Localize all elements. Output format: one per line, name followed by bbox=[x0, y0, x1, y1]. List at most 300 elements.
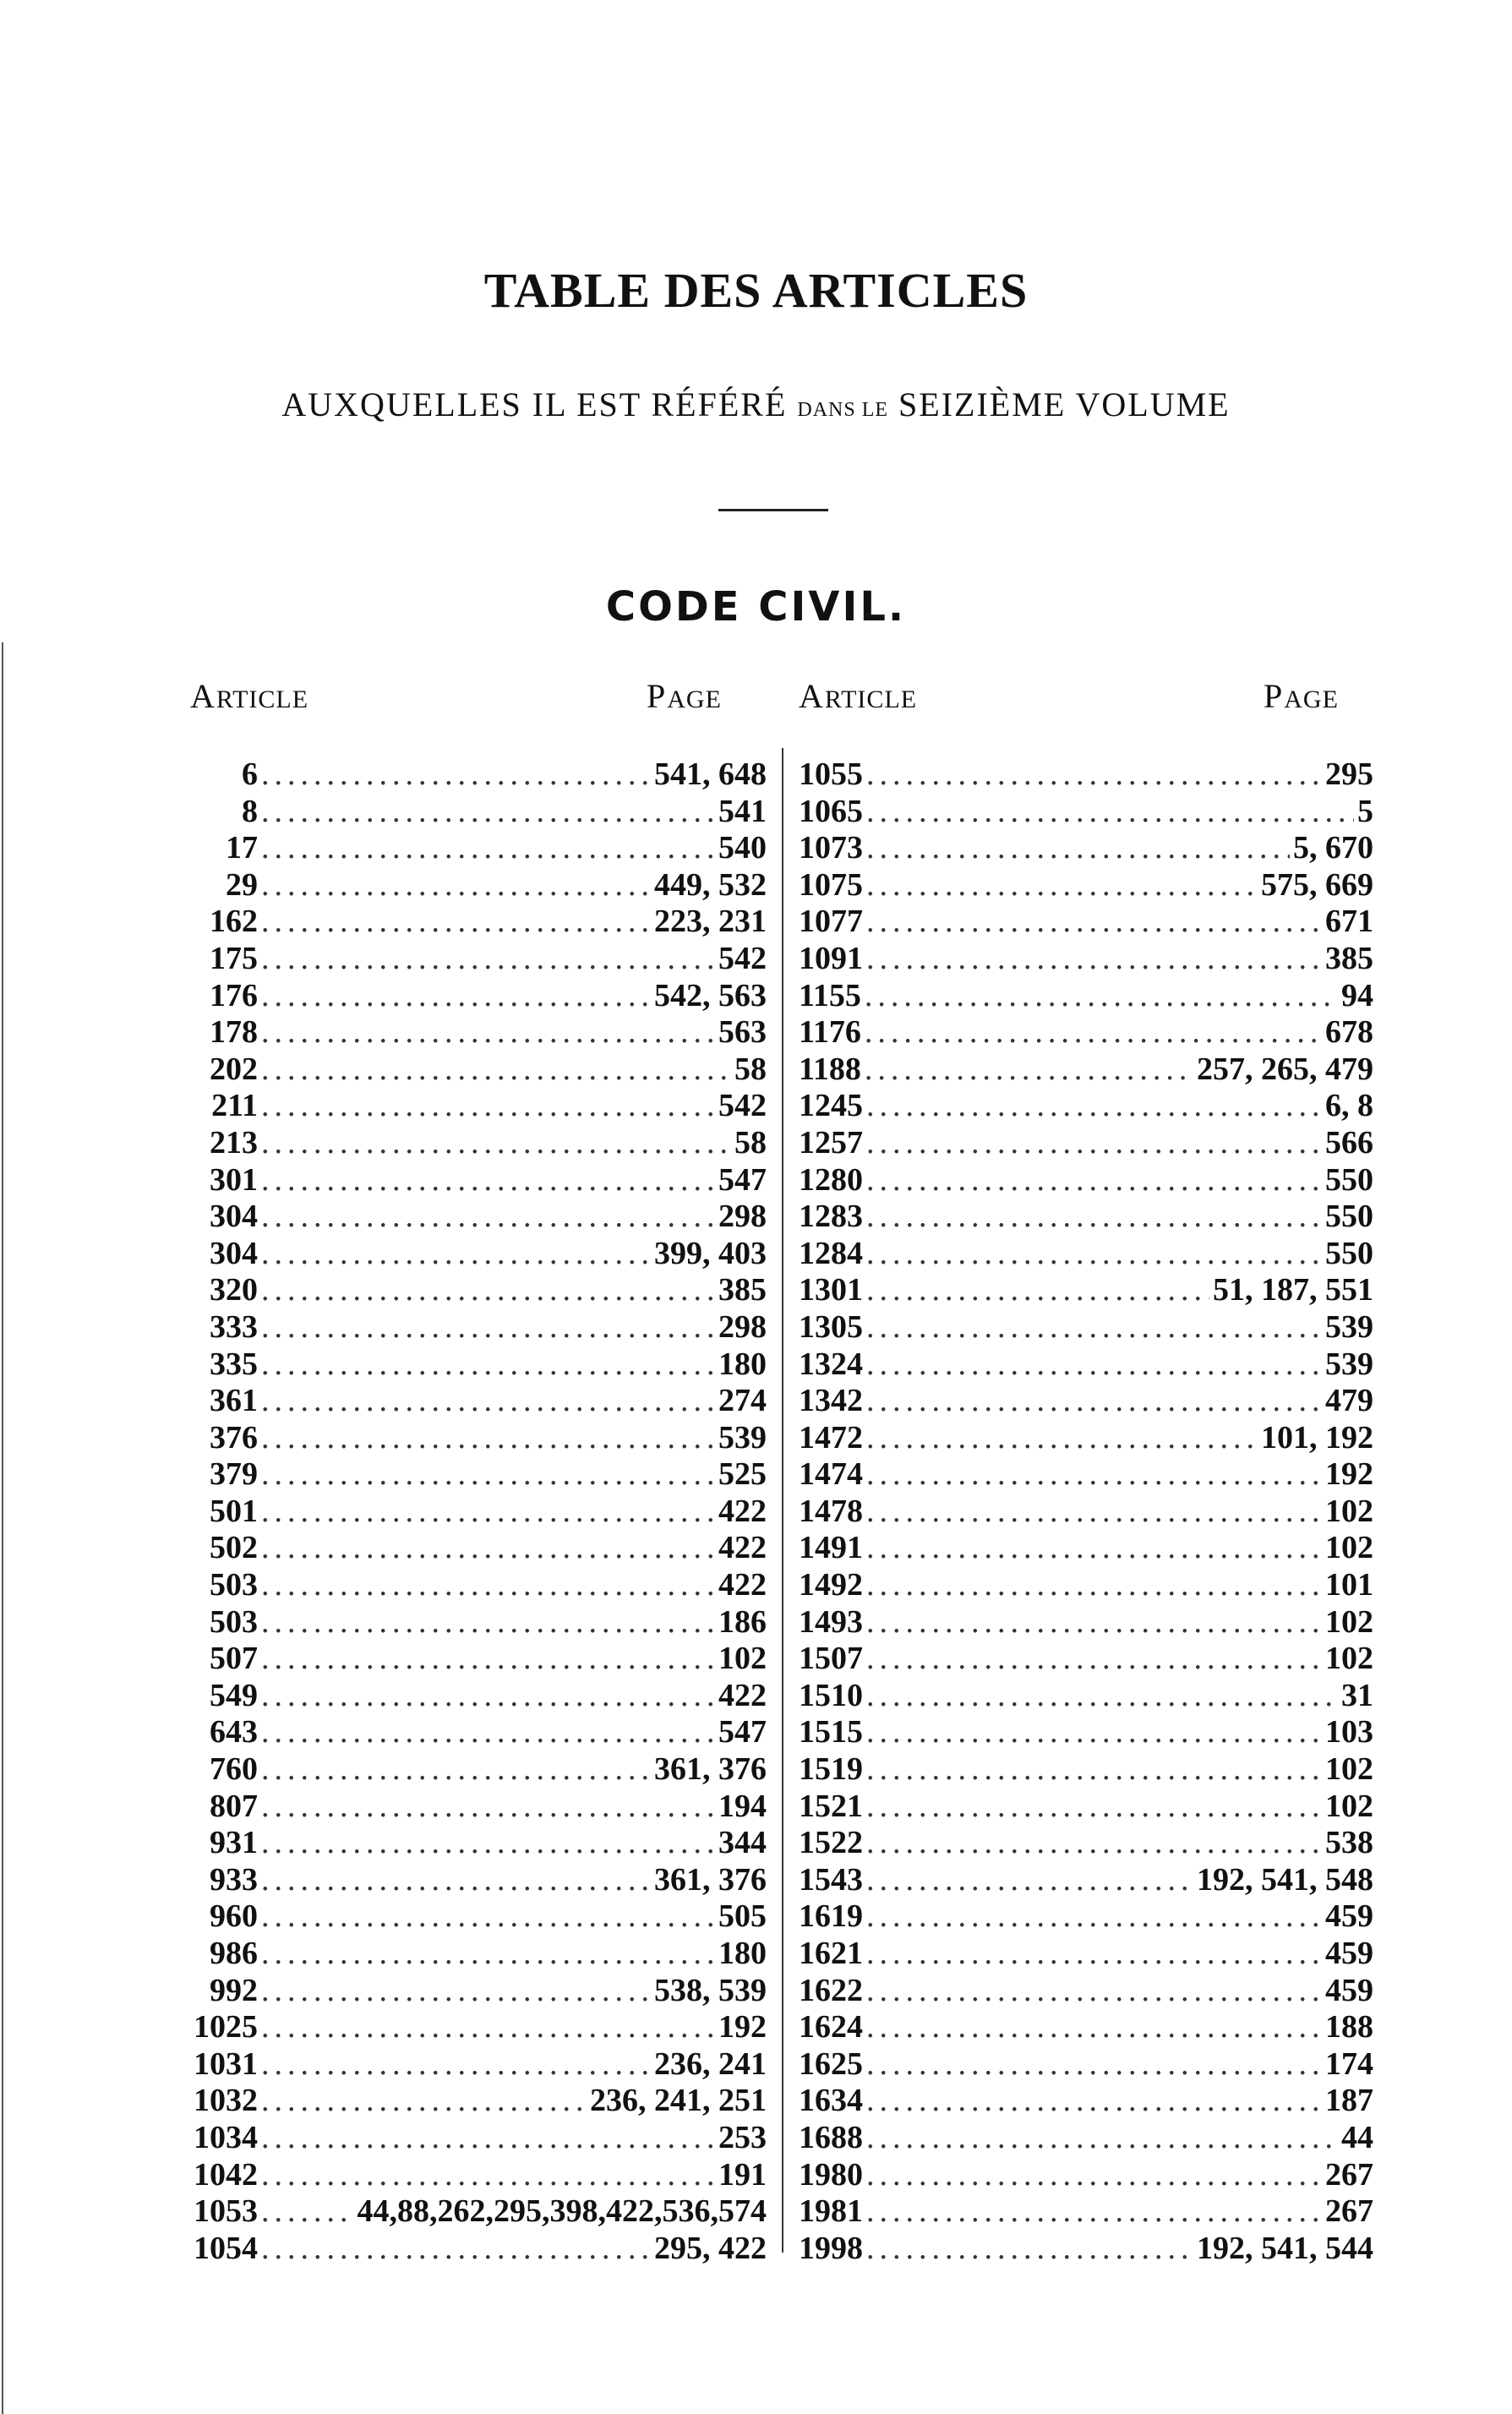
page-references: 422 bbox=[718, 1530, 767, 1566]
index-entry bbox=[799, 1420, 1373, 1457]
leader-dots bbox=[261, 941, 715, 978]
page-references: 223, 231 bbox=[654, 904, 767, 940]
header-page-rest: AGE bbox=[1284, 685, 1339, 713]
leader-dots bbox=[261, 1825, 715, 1862]
leader-dots bbox=[866, 1272, 1209, 1309]
column-divider bbox=[782, 748, 783, 2253]
right-column bbox=[799, 756, 1373, 2267]
left-column bbox=[190, 756, 767, 2267]
article-number: 335 bbox=[210, 1346, 258, 1382]
page-references: 505 bbox=[718, 1898, 767, 1935]
page-references: 194 bbox=[718, 1788, 767, 1824]
page-references: 102 bbox=[1325, 1788, 1373, 1824]
index-entry bbox=[799, 1162, 1373, 1199]
index-entry bbox=[799, 1199, 1373, 1236]
article-number: 1176 bbox=[799, 1014, 861, 1051]
leader-dots bbox=[261, 830, 715, 867]
page-references: 44 bbox=[1341, 2119, 1373, 2155]
index-entry bbox=[799, 2009, 1373, 2046]
leader-dots bbox=[261, 1973, 651, 2010]
leader-dots bbox=[866, 1641, 1322, 1678]
page-references: 550 bbox=[1325, 1199, 1373, 1235]
page-references: 399, 403 bbox=[654, 1235, 767, 1271]
index-entry bbox=[190, 2046, 767, 2084]
page-references: 6, 8 bbox=[1325, 1088, 1373, 1124]
index-entry bbox=[190, 1088, 767, 1125]
leader-dots bbox=[866, 1604, 1322, 1641]
index-entry bbox=[190, 1272, 767, 1309]
section-heading: CODE CIVIL. bbox=[605, 583, 907, 631]
leader-dots bbox=[866, 1973, 1322, 2010]
leader-dots bbox=[866, 1236, 1322, 1273]
index-entry bbox=[190, 2009, 767, 2046]
margin-line bbox=[2, 642, 3, 2414]
article-number: 1342 bbox=[799, 1383, 863, 1419]
index-entry bbox=[799, 1936, 1373, 1973]
index-entry bbox=[799, 1125, 1373, 1162]
index-entry bbox=[799, 1014, 1373, 1051]
leader-dots bbox=[261, 1862, 651, 1899]
leader-dots bbox=[866, 2046, 1322, 2084]
header-page-initial: P bbox=[647, 677, 668, 715]
index-entry bbox=[799, 2083, 1373, 2120]
article-number: 1073 bbox=[799, 830, 863, 866]
page-references: 31 bbox=[1341, 1677, 1373, 1713]
leader-dots bbox=[261, 1014, 715, 1051]
leader-dots bbox=[866, 1125, 1322, 1162]
page-references: 422 bbox=[718, 1677, 767, 1713]
page-references: 191 bbox=[718, 2156, 767, 2193]
page-references: 188 bbox=[1325, 2009, 1373, 2045]
page-references: 566 bbox=[1325, 1124, 1373, 1161]
page-references: 542, 563 bbox=[654, 977, 767, 1013]
article-number: 320 bbox=[210, 1272, 258, 1308]
page-references: 102 bbox=[1325, 1493, 1373, 1529]
article-number: 503 bbox=[210, 1603, 258, 1640]
page-references: 422 bbox=[718, 1493, 767, 1529]
article-number: 304 bbox=[210, 1199, 258, 1235]
index-entry bbox=[799, 2046, 1373, 2084]
leader-dots bbox=[865, 1051, 1193, 1089]
leader-dots bbox=[261, 1604, 715, 1641]
page-references: 678 bbox=[1325, 1014, 1373, 1051]
leader-dots bbox=[261, 756, 651, 794]
article-number: 1053 bbox=[194, 2193, 258, 2230]
page-references: 186 bbox=[718, 1603, 767, 1640]
index-entry bbox=[190, 756, 767, 794]
leader-dots bbox=[866, 904, 1322, 941]
page-references: 180 bbox=[718, 1936, 767, 1971]
index-entry bbox=[190, 867, 767, 904]
index-entry bbox=[799, 867, 1373, 904]
index-entry bbox=[799, 1272, 1373, 1309]
header-page-initial: P bbox=[1264, 677, 1285, 715]
index-entry bbox=[799, 1604, 1373, 1641]
page-references: 295 bbox=[1325, 756, 1373, 792]
page-references: 257, 265, 479 bbox=[1197, 1051, 1373, 1087]
page-references: 174 bbox=[1325, 2045, 1373, 2082]
page-references: 101, 192 bbox=[1261, 1419, 1373, 1456]
page-references: 671 bbox=[1325, 904, 1373, 940]
index-entry bbox=[799, 2231, 1373, 2268]
article-number: 1301 bbox=[799, 1272, 863, 1308]
leader-dots bbox=[261, 1236, 651, 1273]
article-number: 1998 bbox=[799, 2230, 863, 2266]
column-header-page-left bbox=[647, 676, 722, 716]
page-references: 253 bbox=[718, 2119, 767, 2155]
leader-dots bbox=[866, 1825, 1322, 1862]
article-number: 1634 bbox=[799, 2083, 863, 2119]
leader-dots bbox=[866, 1678, 1338, 1715]
article-number: 175 bbox=[210, 940, 258, 976]
index-entry bbox=[190, 1862, 767, 1899]
article-number: 1472 bbox=[799, 1419, 863, 1456]
header-article-rest: RTICLE bbox=[216, 685, 309, 713]
subtitle-part-2: DANS LE bbox=[797, 399, 889, 421]
page-references: 274 bbox=[718, 1383, 767, 1419]
index-entry bbox=[799, 2120, 1373, 2157]
page-references: 103 bbox=[1325, 1714, 1373, 1750]
leader-dots bbox=[261, 1088, 715, 1125]
page-references: 187 bbox=[1325, 2083, 1373, 2119]
leader-dots bbox=[261, 1898, 715, 1936]
article-number: 501 bbox=[210, 1493, 258, 1529]
article-number: 1543 bbox=[799, 1861, 863, 1898]
leader-dots bbox=[866, 1862, 1193, 1899]
leader-dots bbox=[261, 904, 651, 941]
index-entry bbox=[799, 1898, 1373, 1936]
index-entry bbox=[190, 2120, 767, 2157]
index-entry bbox=[190, 1346, 767, 1384]
page-references: 344 bbox=[718, 1825, 767, 1861]
page-references: 298 bbox=[718, 1308, 767, 1345]
article-number: 1054 bbox=[194, 2230, 258, 2266]
page-references: 550 bbox=[1325, 1235, 1373, 1271]
index-entry bbox=[190, 1678, 767, 1715]
leader-dots bbox=[866, 867, 1258, 904]
index-entry bbox=[799, 830, 1373, 867]
leader-dots bbox=[866, 1898, 1322, 1936]
article-number: 1478 bbox=[799, 1493, 863, 1529]
leader-dots bbox=[261, 1494, 715, 1531]
index-entry bbox=[799, 978, 1373, 1015]
index-entry bbox=[190, 1789, 767, 1826]
article-number: 162 bbox=[210, 904, 258, 940]
index-entry bbox=[799, 1309, 1373, 1346]
page-references: 192 bbox=[1325, 1456, 1373, 1493]
page-references: 525 bbox=[718, 1456, 767, 1493]
index-entry bbox=[190, 1530, 767, 1567]
page-references: 385 bbox=[1325, 940, 1373, 976]
leader-dots bbox=[261, 1309, 715, 1346]
column-header-page-right bbox=[1264, 676, 1339, 716]
page-references: 479 bbox=[1325, 1383, 1373, 1419]
index-entry bbox=[190, 1714, 767, 1751]
index-entry bbox=[190, 978, 767, 1015]
leader-dots bbox=[866, 1199, 1322, 1236]
page-references: 547 bbox=[718, 1714, 767, 1750]
article-number: 1055 bbox=[799, 756, 863, 792]
page-references: 295, 422 bbox=[654, 2230, 767, 2266]
page-references: 102 bbox=[718, 1641, 767, 1677]
page-references: 236, 241, 251 bbox=[590, 2083, 767, 2119]
index-entry bbox=[190, 1309, 767, 1346]
page-references: 58 bbox=[734, 1051, 767, 1087]
index-entry bbox=[799, 941, 1373, 978]
index-entry bbox=[190, 1936, 767, 1973]
leader-dots bbox=[261, 1199, 715, 1236]
header-article-initial: A bbox=[799, 677, 825, 715]
page-references: 361, 376 bbox=[654, 1861, 767, 1898]
article-number: 379 bbox=[210, 1456, 258, 1493]
article-number: 176 bbox=[210, 977, 258, 1013]
index-entry bbox=[799, 1236, 1373, 1273]
page-subtitle bbox=[0, 385, 1512, 424]
article-number: 760 bbox=[210, 1751, 258, 1788]
index-entry bbox=[799, 1751, 1373, 1789]
page-references: 192 bbox=[718, 2009, 767, 2045]
page-references: 102 bbox=[1325, 1530, 1373, 1566]
article-number: 986 bbox=[210, 1936, 258, 1971]
leader-dots bbox=[866, 830, 1290, 867]
article-number: 1284 bbox=[799, 1235, 863, 1271]
index-entry bbox=[190, 1973, 767, 2010]
article-number: 1025 bbox=[194, 2009, 258, 2045]
article-number: 29 bbox=[226, 866, 258, 903]
page-references: 51, 187, 551 bbox=[1213, 1272, 1373, 1308]
leader-dots bbox=[866, 2157, 1322, 2194]
index-entry bbox=[190, 1604, 767, 1641]
page-references: 192, 541, 548 bbox=[1197, 1861, 1373, 1898]
article-number: 1075 bbox=[799, 866, 863, 903]
index-entry bbox=[190, 941, 767, 978]
page-references: 58 bbox=[734, 1124, 767, 1161]
leader-dots bbox=[261, 867, 651, 904]
article-number: 1283 bbox=[799, 1199, 863, 1235]
article-number: 1980 bbox=[799, 2156, 863, 2193]
index-entry bbox=[190, 830, 767, 867]
leader-dots bbox=[261, 2193, 354, 2231]
leader-dots bbox=[261, 1936, 715, 1973]
leader-dots bbox=[866, 1567, 1322, 1604]
leader-dots bbox=[261, 2083, 587, 2120]
page-references: 539 bbox=[1325, 1308, 1373, 1345]
article-number: 1521 bbox=[799, 1788, 863, 1824]
leader-dots bbox=[866, 1494, 1322, 1531]
leader-dots bbox=[866, 794, 1354, 831]
index-entry bbox=[799, 1825, 1373, 1862]
index-entry bbox=[799, 1088, 1373, 1125]
leader-dots bbox=[261, 1530, 715, 1567]
leader-dots bbox=[865, 1014, 1322, 1051]
article-number: 17 bbox=[226, 830, 258, 866]
article-number: 1077 bbox=[799, 904, 863, 940]
index-entry bbox=[799, 1346, 1373, 1384]
leader-dots bbox=[866, 2193, 1322, 2231]
index-entry bbox=[190, 1567, 767, 1604]
leader-dots bbox=[261, 1420, 715, 1457]
leader-dots bbox=[261, 2231, 651, 2268]
article-number: 1042 bbox=[194, 2156, 258, 2193]
index-entry bbox=[190, 1236, 767, 1273]
leader-dots bbox=[866, 2009, 1322, 2046]
index-entry bbox=[799, 1494, 1373, 1531]
page-references: 459 bbox=[1325, 1972, 1373, 2008]
index-entry bbox=[190, 1162, 767, 1199]
leader-dots bbox=[261, 1125, 731, 1162]
page-references: 385 bbox=[718, 1272, 767, 1308]
article-number: 361 bbox=[210, 1383, 258, 1419]
leader-dots bbox=[261, 1789, 715, 1826]
index-entry bbox=[190, 1898, 767, 1936]
article-number: 211 bbox=[211, 1088, 258, 1124]
page-references: 449, 532 bbox=[654, 866, 767, 903]
article-number: 1621 bbox=[799, 1936, 863, 1971]
index-entry bbox=[190, 904, 767, 941]
index-entry bbox=[799, 794, 1373, 831]
index-entry bbox=[799, 756, 1373, 794]
article-number: 1519 bbox=[799, 1751, 863, 1788]
leader-dots bbox=[261, 1641, 715, 1678]
leader-dots bbox=[866, 1936, 1322, 1973]
index-entry bbox=[190, 1420, 767, 1457]
leader-dots bbox=[261, 1678, 715, 1715]
leader-dots bbox=[261, 2120, 715, 2157]
leader-dots bbox=[261, 1567, 715, 1604]
article-number: 333 bbox=[210, 1308, 258, 1345]
page-references: 547 bbox=[718, 1161, 767, 1198]
index-entry bbox=[190, 1383, 767, 1420]
leader-dots bbox=[261, 1456, 715, 1494]
index-entry bbox=[190, 1751, 767, 1789]
leader-dots bbox=[866, 2231, 1193, 2268]
article-number: 304 bbox=[210, 1235, 258, 1271]
index-entry bbox=[190, 1199, 767, 1236]
index-entry bbox=[799, 1789, 1373, 1826]
index-entry bbox=[190, 1125, 767, 1162]
leader-dots bbox=[866, 1383, 1322, 1420]
index-entry bbox=[799, 1383, 1373, 1420]
index-entry bbox=[799, 1530, 1373, 1567]
article-number: 1507 bbox=[799, 1641, 863, 1677]
article-number: 1624 bbox=[799, 2009, 863, 2045]
page-references: 540 bbox=[718, 830, 767, 866]
page-references: 101 bbox=[1325, 1567, 1373, 1603]
header-article-rest: RTICLE bbox=[824, 685, 918, 713]
index-entry bbox=[190, 1494, 767, 1531]
article-number: 1155 bbox=[799, 977, 861, 1013]
page-references: 361, 376 bbox=[654, 1751, 767, 1788]
index-entry bbox=[799, 1714, 1373, 1751]
article-number: 1474 bbox=[799, 1456, 863, 1493]
page-references: 563 bbox=[718, 1014, 767, 1051]
leader-dots bbox=[866, 1456, 1322, 1494]
page-references: 575, 669 bbox=[1261, 866, 1373, 903]
article-number: 1622 bbox=[799, 1972, 863, 2008]
article-number: 1188 bbox=[799, 1051, 861, 1087]
article-number: 933 bbox=[210, 1861, 258, 1898]
article-number: 6 bbox=[242, 756, 258, 792]
subtitle-part-3: SEIZIÈME VOLUME bbox=[898, 385, 1231, 423]
page-references: 5, 670 bbox=[1293, 830, 1373, 866]
page-references: 267 bbox=[1325, 2193, 1373, 2230]
index-entry bbox=[190, 1825, 767, 1862]
article-number: 1032 bbox=[194, 2083, 258, 2119]
article-number: 1625 bbox=[799, 2045, 863, 2082]
article-number: 213 bbox=[210, 1124, 258, 1161]
article-number: 1091 bbox=[799, 940, 863, 976]
leader-dots bbox=[866, 941, 1322, 978]
page-references: 236, 241 bbox=[654, 2045, 767, 2082]
index-entry bbox=[190, 1641, 767, 1678]
index-entry bbox=[799, 1641, 1373, 1678]
leader-dots bbox=[866, 2083, 1322, 2120]
page-references: 102 bbox=[1325, 1751, 1373, 1788]
leader-dots bbox=[866, 1088, 1322, 1125]
article-number: 502 bbox=[210, 1530, 258, 1566]
subtitle-part-1: AUXQUELLES IL EST RÉFÉRÉ bbox=[281, 385, 788, 423]
leader-dots bbox=[261, 1751, 651, 1789]
page-title: TABLE DES ARTICLES bbox=[483, 263, 1029, 318]
index-entry bbox=[190, 1051, 767, 1089]
column-header-article-left bbox=[190, 676, 308, 716]
leader-dots bbox=[866, 1420, 1258, 1457]
article-number: 643 bbox=[210, 1714, 258, 1750]
leader-dots bbox=[866, 756, 1322, 794]
article-number: 1245 bbox=[799, 1088, 863, 1124]
page-references: 538, 539 bbox=[654, 1972, 767, 2008]
article-number: 507 bbox=[210, 1641, 258, 1677]
article-number: 1280 bbox=[799, 1161, 863, 1198]
index-entry bbox=[190, 2157, 767, 2194]
leader-dots bbox=[261, 1162, 715, 1199]
article-number: 1688 bbox=[799, 2119, 863, 2155]
page-references: 5 bbox=[1357, 793, 1373, 829]
index-entry bbox=[799, 904, 1373, 941]
index-entry bbox=[799, 2157, 1373, 2194]
page-references: 538 bbox=[1325, 1825, 1373, 1861]
page-references: 44,88,262,295,398,422,536,574 bbox=[357, 2193, 767, 2230]
header-article-initial: A bbox=[190, 677, 216, 715]
index-entry bbox=[799, 1678, 1373, 1715]
article-number: 1491 bbox=[799, 1530, 863, 1566]
page-references: 542 bbox=[718, 940, 767, 976]
title-rule bbox=[718, 509, 828, 511]
article-number: 931 bbox=[210, 1825, 258, 1861]
article-number: 1981 bbox=[799, 2193, 863, 2230]
article-number: 1619 bbox=[799, 1898, 863, 1935]
article-number: 549 bbox=[210, 1677, 258, 1713]
article-number: 301 bbox=[210, 1161, 258, 1198]
article-number: 1522 bbox=[799, 1825, 863, 1861]
page-references: 459 bbox=[1325, 1936, 1373, 1971]
page-references: 94 bbox=[1341, 977, 1373, 1013]
leader-dots bbox=[261, 2009, 715, 2046]
leader-dots bbox=[261, 978, 651, 1015]
leader-dots bbox=[261, 1272, 715, 1309]
article-number: 1031 bbox=[194, 2045, 258, 2082]
leader-dots bbox=[866, 1309, 1322, 1346]
article-number: 376 bbox=[210, 1419, 258, 1456]
article-number: 807 bbox=[210, 1788, 258, 1824]
leader-dots bbox=[261, 2157, 715, 2194]
index-entry bbox=[799, 1051, 1373, 1089]
page-references: 539 bbox=[718, 1419, 767, 1456]
index-entry bbox=[190, 2231, 767, 2268]
index-entry bbox=[190, 2083, 767, 2120]
article-number: 8 bbox=[242, 793, 258, 829]
index-entry bbox=[799, 1973, 1373, 2010]
